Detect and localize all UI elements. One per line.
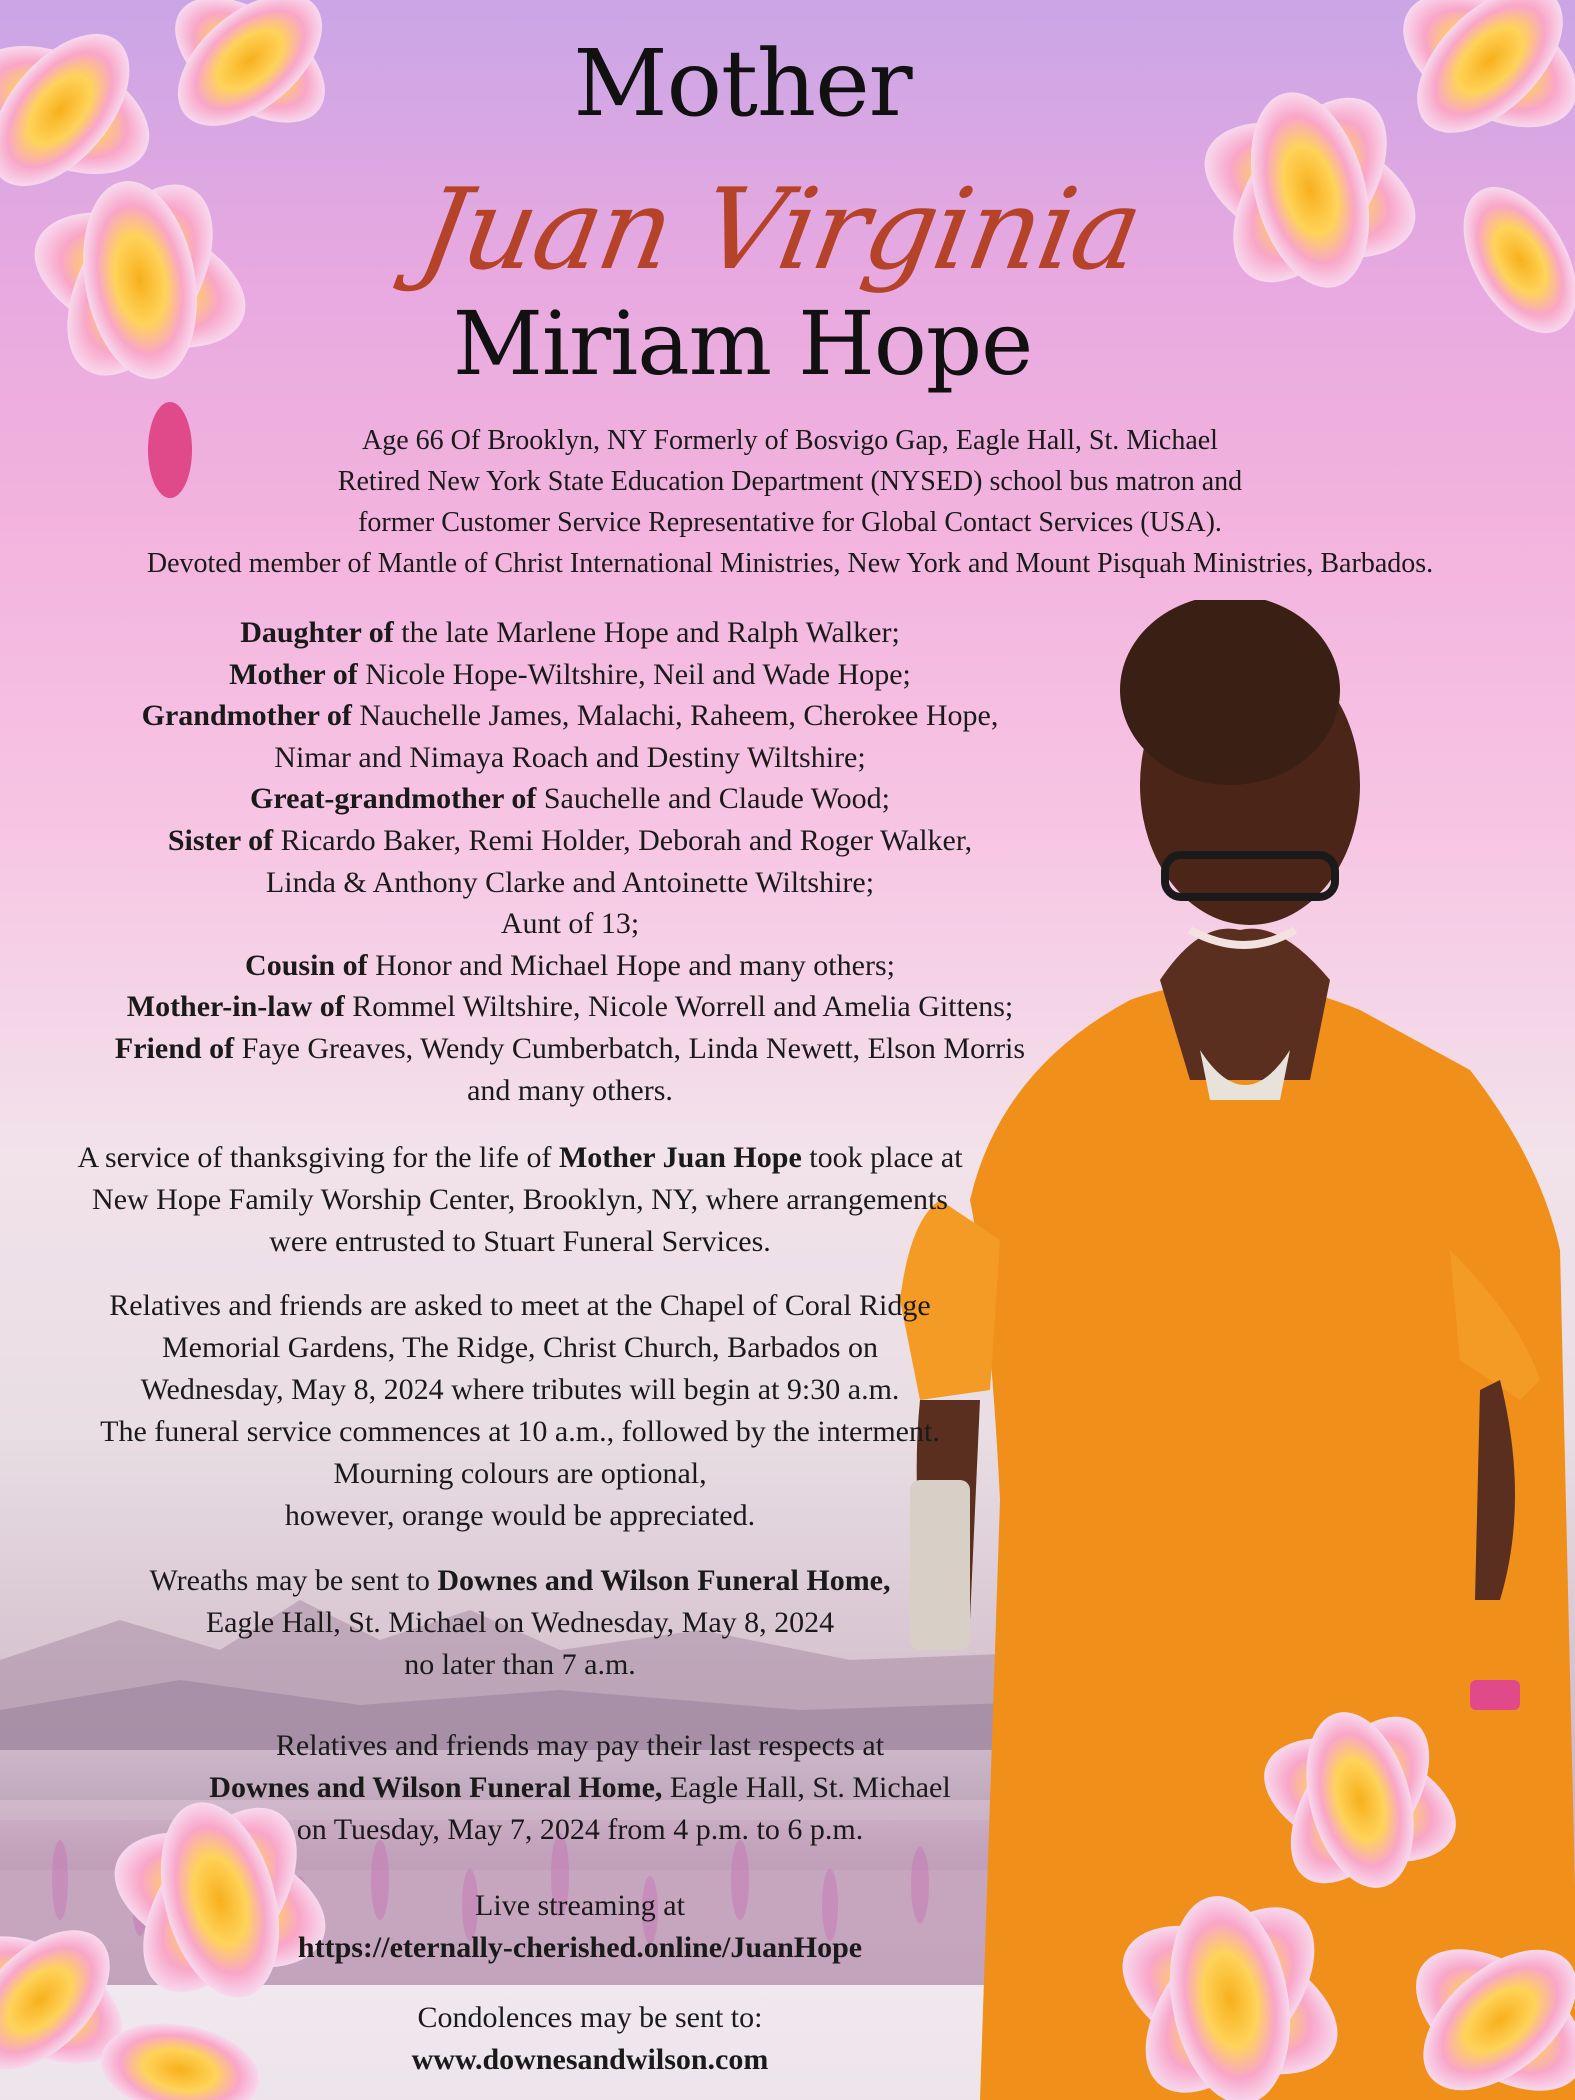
wreaths-paragraph: Wreaths may be sent to Downes and Wilson Funeral Home, Eagle Hall, St. Michael on Wednesday, May 8, 2024 no later than 7 a.m. — [149, 1564, 891, 1681]
family-line: Great-grandmother of Sauchelle and Claude Wood; — [250, 782, 890, 816]
funeral-arrangements-paragraph: Relatives and friends are asked to meet at the Chapel of Coral Ridge Memorial Gardens, The Ridge, Christ Church, Barbados on Wednesday, May 8, 2024 where tributes will begin at 9:30 a.m. The funeral service commences at 10 a.m., followed by the interment. Mourning colours are optional, however, orange would be appreciated. — [100, 1289, 940, 1532]
family-line: Mother of Nicole Hope-Wiltshire, Neil and Wade Hope; — [229, 657, 911, 691]
service-paragraph: A service of thanksgiving for the life of Mother Juan Hope took place at New Hope Family Worship Center, Brooklyn, NY, where arrangements were entrusted to Stuart Funeral Services. — [77, 1141, 963, 1258]
family-line: Friend of Faye Greaves, Wendy Cumberbatch, Linda Newett, Elson Morris — [114, 1031, 1026, 1065]
intro-line: Age 66 Of Brooklyn, NY Formerly of Bosvigo Gap, Eagle Hall, St. Michael — [362, 425, 1218, 456]
live-stream-link[interactable]: https://eternally-cherished.online/JuanHope — [297, 1931, 863, 1964]
family-line: Linda & Anthony Clarke and Antoinette Wiltshire; — [265, 865, 875, 899]
condolences-info: Condolences may be sent to: www.downesandwilson.com — [411, 2001, 769, 2076]
family-line: Nimar and Nimaya Roach and Destiny Wiltshire; — [274, 740, 866, 774]
family-line: Sister of Ricardo Baker, Remi Holder, Deborah and Roger Walker, — [167, 823, 973, 857]
frangipani-flowers-bottom-right — [1100, 1700, 1575, 2100]
family-line: Daughter of the late Marlene Hope and Ralph Walker; — [240, 616, 900, 649]
intro-line: former Customer Service Representative for Global Contact Services (USA). — [358, 507, 1222, 538]
family-line: Cousin of Honor and Michael Hope and many others; — [245, 948, 895, 982]
intro-line: Retired New York State Education Department (NYSED) school bus matron and — [337, 466, 1243, 497]
viewing-paragraph: Relatives and friends may pay their last respects at Downes and Wilson Funeral Home, Eagle Hall, St. Michael on Tuesday, May 7, 2024 from 4 p.m. to 6 p.m. — [209, 1729, 951, 1846]
family-line: and many others. — [467, 1073, 673, 1107]
intro-paragraph — [60, 420, 1520, 584]
intro-line: Devoted member of Mantle of Christ International Ministries, New York and Mount Pisquah Ministries, Barbados. — [146, 548, 1434, 579]
family-relations — [70, 612, 1070, 1111]
condolences-website-link[interactable]: www.downesandwilson.com — [411, 2043, 769, 2076]
live-stream-info: Live streaming at https://eternally-cherished.online/JuanHope — [297, 1889, 863, 1964]
given-names-script: Juan Virginia — [410, 165, 1150, 295]
surname-title: Miriam Hope — [452, 292, 1033, 395]
family-line: Aunt of 13; — [500, 907, 640, 941]
family-line: Grandmother of Nauchelle James, Malachi, Raheem, Cherokee Hope, — [141, 699, 999, 733]
honorific-title: Mother — [573, 30, 912, 137]
family-line: Mother-in-law of Rommel Wiltshire, Nicole Worrell and Amelia Gittens; — [126, 990, 1014, 1024]
